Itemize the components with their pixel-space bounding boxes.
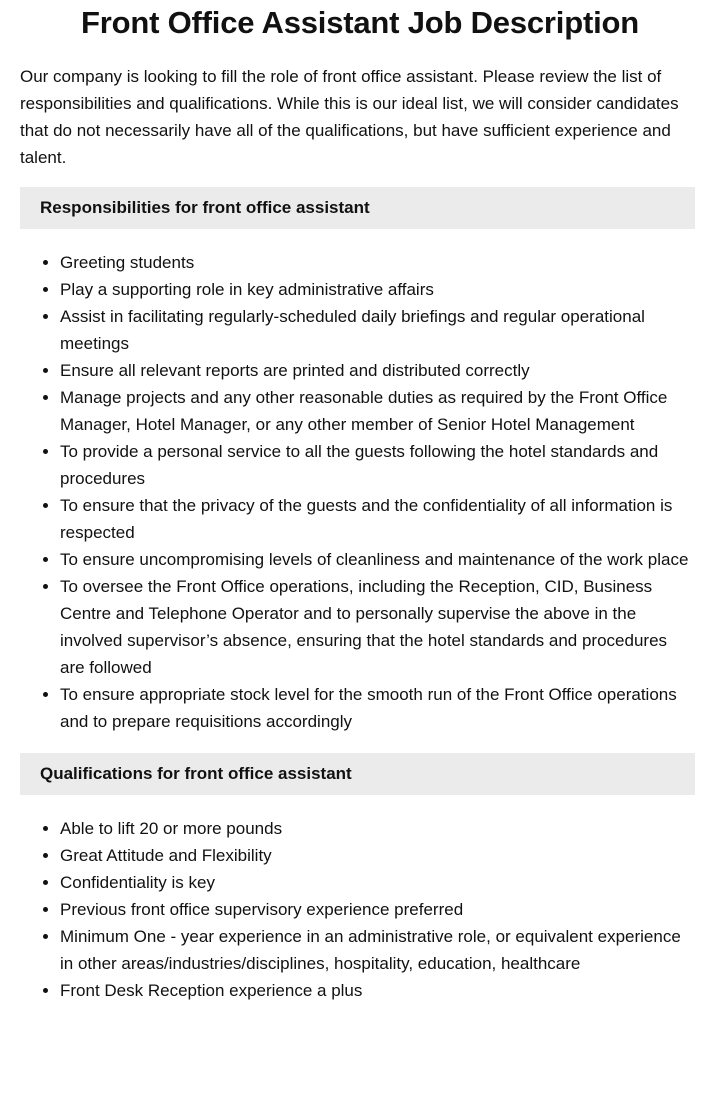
list-item: • Assist in facilitating regularly-scheduled daily briefings and regular operational meetings	[60, 303, 695, 357]
qualifications-list	[20, 815, 695, 1004]
list-item: • Confidentiality is key	[60, 869, 695, 896]
responsibilities-list	[20, 249, 695, 735]
list-item: • To oversee the Front Office operations, including the Reception, CID, Business Centre and Telephone Operator and to personally supervise the above in the involved supervisor’s absence, ensuring that the hotel standards and procedures are followed	[60, 573, 695, 681]
list-item: • To ensure uncompromising levels of cleanliness and maintenance of the work place	[60, 546, 695, 573]
list-item: • To ensure that the privacy of the guests and the confidentiality of all information is respected	[60, 492, 695, 546]
responsibilities-heading: Responsibilities for front office assistant	[20, 187, 695, 229]
list-item: • Minimum One - year experience in an administrative role, or equivalent experience in other areas/industries/disciplines, hospitality, education, healthcare	[60, 923, 695, 977]
list-item: • Great Attitude and Flexibility	[60, 842, 695, 869]
list-item: • Previous front office supervisory experience preferred	[60, 896, 695, 923]
list-item: • Manage projects and any other reasonable duties as required by the Front Office Manager, Hotel Manager, or any other member of Senior Hotel Management	[60, 384, 695, 438]
page-title: Front Office Assistant Job Description	[81, 5, 639, 40]
qualifications-heading: Qualifications for front office assistant	[20, 753, 695, 795]
list-item: • To ensure appropriate stock level for the smooth run of the Front Office operations and to prepare requisitions accordingly	[60, 681, 695, 735]
list-item: • Front Desk Reception experience a plus	[60, 977, 695, 1004]
list-item: • Able to lift 20 or more pounds	[60, 815, 695, 842]
intro-paragraph: Our company is looking to fill the role of front office assistant. Please review the list of responsibilities and qualifications. While this is our ideal list, we will consider candidates that do not necessarily have all of the qualifications, but have sufficient experience and talent.	[20, 67, 679, 167]
list-item: • Ensure all relevant reports are printed and distributed correctly	[60, 357, 695, 384]
list-item: • To provide a personal service to all the guests following the hotel standards and procedures	[60, 438, 695, 492]
list-item: • Play a supporting role in key administrative affairs	[60, 276, 695, 303]
list-item: • Greeting students	[60, 249, 695, 276]
